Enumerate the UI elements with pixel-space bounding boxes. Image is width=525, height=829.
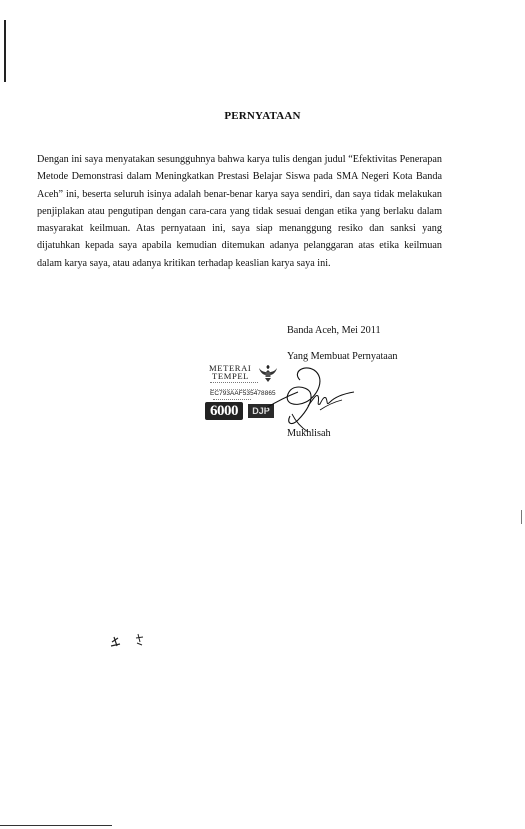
signer-name: Mukhlisah: [287, 428, 331, 439]
scan-edge-right: [521, 510, 522, 524]
scan-edge-bottom: [0, 825, 112, 826]
stamp-title: METERAI: [209, 363, 252, 373]
signer-role: Yang Membuat Pernyataan: [287, 351, 398, 362]
statement-paragraph: Dengan ini saya menyatakan sesungguhnya bahwa karya tulis dengan judul “Efektivitas Penerapan Metode Demonstrasi dalam Meningkatkan Prestasi Belajar Siswa pada SMA Negeri Kota Banda Aceh” ini, beserta seluruh isinya adalah benar-benar karya saya sendiri, dan saya tidak melakukan penjiplakan atau pengutipan dengan cara-cara yang tidak sesuai dengan etika yang berlaku dalam masyarakat keilmuan. Atas pernyataan ini, saya siap menanggung resiko dan sanksi yang dijatuhkan kepada saya apabila kemudian ditemukan adanya pelanggaran atas etika keilmuan dalam karya saya, atau adanya kritikan terhadap keaslian karya saya ini.: [37, 154, 442, 269]
stamp-microtext: [210, 382, 258, 390]
stamp-subtitle: TEMPEL: [212, 371, 250, 381]
stamp-serial: EC793AAF535478865: [210, 390, 276, 397]
document-title: PERNYATAAN: [224, 110, 301, 122]
stamp-value: 6000: [205, 402, 243, 420]
place-date: Banda Aceh, Mei 2011: [287, 325, 381, 336]
handwritten-marks: [108, 628, 158, 650]
stamp-code: DJP: [248, 404, 274, 418]
scan-edge-left: [4, 20, 6, 82]
